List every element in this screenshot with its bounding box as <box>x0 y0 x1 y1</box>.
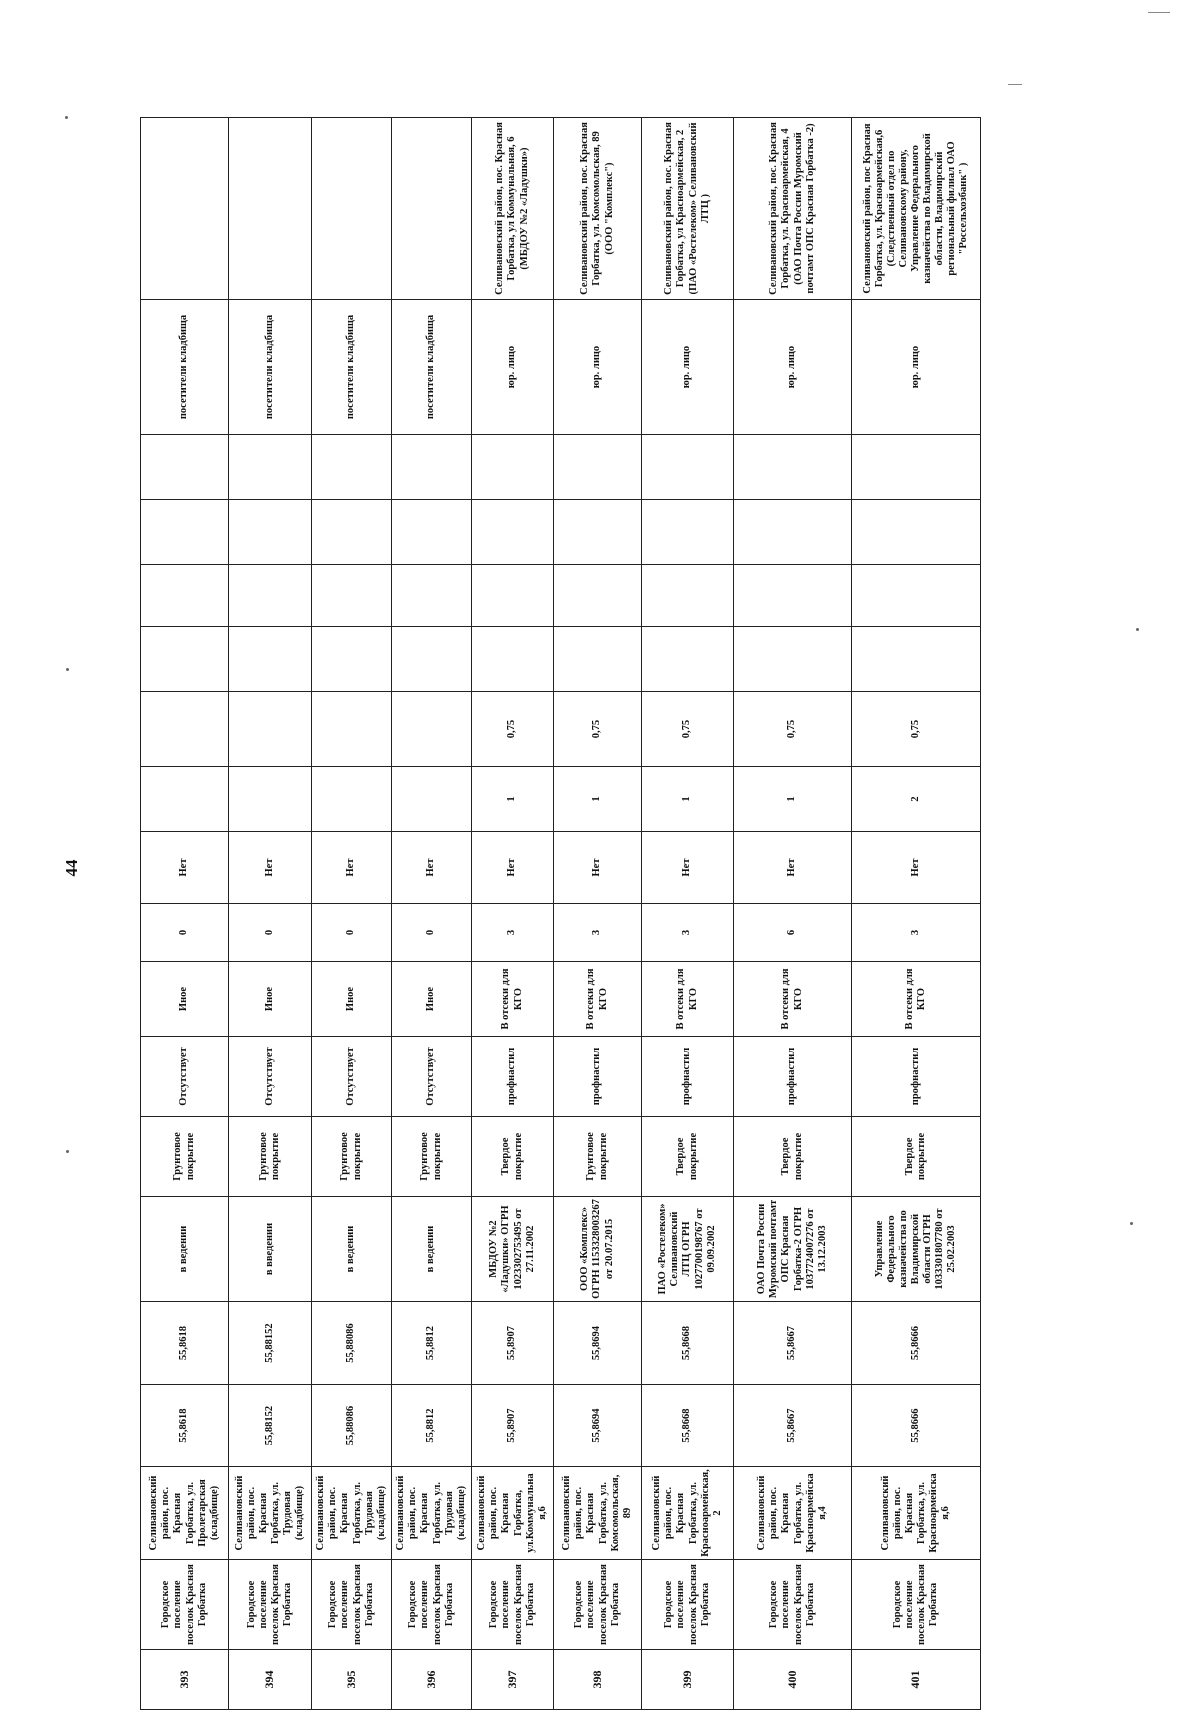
longitude-cell: 55,88152 <box>229 1302 312 1385</box>
container-volume-cell: 0,75 <box>472 692 554 767</box>
owner-cell: в введении <box>229 1197 312 1302</box>
base-cell: Иное <box>229 962 312 1037</box>
empty-cell <box>229 627 312 692</box>
empty-cell <box>392 500 472 565</box>
empty-cell <box>229 435 312 500</box>
longitude-cell: 55,8694 <box>554 1302 642 1385</box>
empty-cell <box>734 435 852 500</box>
latitude-cell: 55,8812 <box>392 1385 472 1467</box>
source-type-cell: юр. лицо <box>472 300 554 435</box>
longitude-cell: 55,8666 <box>852 1302 981 1385</box>
owner-cell: ОАО Почта России Муромский почтамт ОПС Красная Горбатка-2 ОГРН 1037724007276 от 13.12.2003 <box>734 1197 852 1302</box>
empty-cell <box>312 565 392 627</box>
container-count-cell: 1 <box>472 767 554 832</box>
volume-cell: 3 <box>642 904 734 962</box>
base-cell: Иное <box>312 962 392 1037</box>
settlement-cell: Городское поселение поселок Красная Горбатка <box>734 1560 852 1650</box>
address-cell: Селивановский район, пос. Красная Горбатка, ул. Комсомольская, 89 <box>554 1467 642 1560</box>
container-volume-cell <box>141 692 229 767</box>
container-volume-cell: 0,75 <box>554 692 642 767</box>
source-cell <box>312 118 392 300</box>
page-number: 44 <box>62 859 81 877</box>
volume-cell: 0 <box>392 904 472 962</box>
base-cell: В отсеки для КГО <box>554 962 642 1037</box>
fence-cell: профнастил <box>472 1037 554 1117</box>
empty-cell <box>392 435 472 500</box>
empty-cell <box>852 627 981 692</box>
row-number: 399 <box>642 1650 734 1710</box>
separate-collection-cell: Нет <box>141 832 229 904</box>
container-volume-cell <box>229 692 312 767</box>
table-row <box>642 118 734 1710</box>
source-cell: Селивановский район, пос. Красная Горбатка, ул Коммунальная, 6 (МБДОУ №2 «Ладушки») <box>472 118 554 300</box>
address-cell: Селивановский район, пос. Красная Горбатка, ул. Трудовая (кладбище) <box>392 1467 472 1560</box>
empty-cell <box>141 627 229 692</box>
source-cell: Селивановский район, пос. Красная Горбатка, ул Красноармейская, 2 (ПАО «Ростелеком» Селивановский ЛТЦ ) <box>642 118 734 300</box>
address-cell: Селивановский район, пос. Красная Горбатка, ул.Коммунальна я,6 <box>472 1467 554 1560</box>
settlement-cell: Городское поселение поселок Красная Горбатка <box>642 1560 734 1650</box>
address-cell: Селивановский район, пос. Красная Горбатка, ул. Красноармейска я,4 <box>734 1467 852 1560</box>
table-row <box>141 118 229 1710</box>
scan-speck <box>66 1150 69 1153</box>
container-volume-cell: 0,75 <box>852 692 981 767</box>
separate-collection-cell: Нет <box>229 832 312 904</box>
owner-cell: Управление Федерального казначейства по Владимирской области ОГРН 1033301807780 от 25.02.2003 <box>852 1197 981 1302</box>
base-cell: В отсеки для КГО <box>472 962 554 1037</box>
latitude-cell: 55,88086 <box>312 1385 392 1467</box>
address-cell: Селивановский район, пос. Красная Горбатка, ул. Трудовая (кладбище) <box>229 1467 312 1560</box>
source-type-cell: посетители кладбища <box>392 300 472 435</box>
empty-cell <box>312 500 392 565</box>
scan-speck <box>65 116 68 119</box>
separate-collection-cell: Нет <box>852 832 981 904</box>
surface-cell: Грунтовое покрытие <box>312 1117 392 1197</box>
surface-cell: Твердое покрытие <box>642 1117 734 1197</box>
row-number: 398 <box>554 1650 642 1710</box>
scan-speck <box>1136 628 1139 631</box>
row-number: 393 <box>141 1650 229 1710</box>
base-cell: В отсеки для КГО <box>734 962 852 1037</box>
row-number: 400 <box>734 1650 852 1710</box>
settlement-cell: Городское поселение поселок Красная Горбатка <box>554 1560 642 1650</box>
row-number: 394 <box>229 1650 312 1710</box>
surface-cell: Твердое покрытие <box>472 1117 554 1197</box>
empty-cell <box>141 500 229 565</box>
longitude-cell: 55,88086 <box>312 1302 392 1385</box>
volume-cell: 0 <box>312 904 392 962</box>
table-row <box>554 118 642 1710</box>
empty-cell <box>554 500 642 565</box>
container-volume-cell: 0,75 <box>734 692 852 767</box>
source-cell <box>229 118 312 300</box>
container-volume-cell <box>312 692 392 767</box>
source-cell: Селивановский район, пос. Красная Горбатка, ул. Красноармейская, 4 (ОАО Почта России Муромский почтамт ОПС Красная Горбатка -2) <box>734 118 852 300</box>
row-number: 397 <box>472 1650 554 1710</box>
source-type-cell: посетители кладбища <box>141 300 229 435</box>
fence-cell: Отсутствует <box>392 1037 472 1117</box>
empty-cell <box>392 565 472 627</box>
address-cell: Селивановский район, пос. Красная Горбатка, ул. Трудовая (кладбище) <box>312 1467 392 1560</box>
empty-cell <box>312 627 392 692</box>
volume-cell: 6 <box>734 904 852 962</box>
longitude-cell: 55,8667 <box>734 1302 852 1385</box>
source-cell: Селивановский район, пос. Красная Горбатка, ул. Комсомольская, 89 (ООО "Комплекс") <box>554 118 642 300</box>
owner-cell: в ведении <box>141 1197 229 1302</box>
empty-cell <box>472 500 554 565</box>
surface-cell: Твердое покрытие <box>734 1117 852 1197</box>
owner-cell: в ведении <box>312 1197 392 1302</box>
volume-cell: 3 <box>554 904 642 962</box>
latitude-cell: 55,8907 <box>472 1385 554 1467</box>
table-row <box>229 118 312 1710</box>
container-count-cell <box>312 767 392 832</box>
separate-collection-cell: Нет <box>472 832 554 904</box>
container-count-cell: 1 <box>734 767 852 832</box>
scan-mark <box>1008 84 1022 85</box>
empty-cell <box>312 435 392 500</box>
separate-collection-cell: Нет <box>554 832 642 904</box>
rotated-table-wrapper <box>140 118 970 1710</box>
surface-cell: Твердое покрытие <box>852 1117 981 1197</box>
row-number: 396 <box>392 1650 472 1710</box>
empty-cell <box>472 565 554 627</box>
empty-cell <box>554 627 642 692</box>
surface-cell: Грунтовое покрытие <box>229 1117 312 1197</box>
empty-cell <box>642 565 734 627</box>
surface-cell: Грунтовое покрытие <box>392 1117 472 1197</box>
settlement-cell: Городское поселение поселок Красная Горбатка <box>852 1560 981 1650</box>
volume-cell: 0 <box>141 904 229 962</box>
row-number: 395 <box>312 1650 392 1710</box>
table-row <box>852 118 981 1710</box>
source-cell <box>141 118 229 300</box>
owner-cell: ООО «Комплекс» ОГРН 1153328003267 от 20.07.2015 <box>554 1197 642 1302</box>
base-cell: Иное <box>392 962 472 1037</box>
surface-cell: Грунтовое покрытие <box>141 1117 229 1197</box>
empty-cell <box>852 435 981 500</box>
longitude-cell: 55,8812 <box>392 1302 472 1385</box>
empty-cell <box>642 627 734 692</box>
container-count-cell <box>392 767 472 832</box>
empty-cell <box>734 627 852 692</box>
empty-cell <box>554 435 642 500</box>
scan-speck <box>66 668 69 671</box>
fence-cell: профнастил <box>734 1037 852 1117</box>
empty-cell <box>852 565 981 627</box>
settlement-cell: Городское поселение поселок Красная Горбатка <box>141 1560 229 1650</box>
empty-cell <box>229 565 312 627</box>
settlement-cell: Городское поселение поселок Красная Горбатка <box>312 1560 392 1650</box>
empty-cell <box>141 435 229 500</box>
longitude-cell: 55,8668 <box>642 1302 734 1385</box>
empty-cell <box>472 435 554 500</box>
settlement-cell: Городское поселение поселок Красная Горбатка <box>392 1560 472 1650</box>
empty-cell <box>141 565 229 627</box>
base-cell: В отсеки для КГО <box>642 962 734 1037</box>
table-row <box>392 118 472 1710</box>
volume-cell: 3 <box>852 904 981 962</box>
separate-collection-cell: Нет <box>734 832 852 904</box>
table-row <box>312 118 392 1710</box>
empty-cell <box>734 500 852 565</box>
empty-cell <box>392 627 472 692</box>
source-type-cell: посетители кладбища <box>312 300 392 435</box>
empty-cell <box>734 565 852 627</box>
settlement-cell: Городское поселение поселок Красная Горбатка <box>472 1560 554 1650</box>
container-volume-cell <box>392 692 472 767</box>
separate-collection-cell: Нет <box>312 832 392 904</box>
source-cell: Селивановский район, пос Красная Горбатка, ул. Красноармейская,6 (Следственный отдел по Селивановскому району, Управление Федерального казначейства по Владимирской области, Владимирский региональный филиал ОАО "Россельхозбанк" ) <box>852 118 981 300</box>
registry-table <box>140 117 981 1710</box>
address-cell: Селивановский район, пос. Красная Горбатка, ул. Пролетарская (кладбище) <box>141 1467 229 1560</box>
source-type-cell: юр. лицо <box>852 300 981 435</box>
table-row <box>472 118 554 1710</box>
scan-mark <box>1148 12 1170 13</box>
empty-cell <box>642 500 734 565</box>
container-count-cell <box>229 767 312 832</box>
source-type-cell: юр. лицо <box>734 300 852 435</box>
source-type-cell: посетители кладбища <box>229 300 312 435</box>
scan-speck <box>1130 1222 1133 1225</box>
longitude-cell: 55,8907 <box>472 1302 554 1385</box>
latitude-cell: 55,8668 <box>642 1385 734 1467</box>
volume-cell: 0 <box>229 904 312 962</box>
fence-cell: профнастил <box>852 1037 981 1117</box>
address-cell: Селивановский район, пос. Красная Горбатка, ул. Красноармейская,2 <box>642 1467 734 1560</box>
empty-cell <box>472 627 554 692</box>
owner-cell: ПАО «Ростелеком» Селивановский ЛТЦ ОГРН 1027700198767 от 09.09.2002 <box>642 1197 734 1302</box>
fence-cell: Отсутствует <box>312 1037 392 1117</box>
fence-cell: профнастил <box>554 1037 642 1117</box>
empty-cell <box>554 565 642 627</box>
base-cell: В отсеки для КГО <box>852 962 981 1037</box>
base-cell: Иное <box>141 962 229 1037</box>
settlement-cell: Городское поселение поселок Красная Горбатка <box>229 1560 312 1650</box>
table-row <box>734 118 852 1710</box>
surface-cell: Грунтовое покрытие <box>554 1117 642 1197</box>
owner-cell: МБДОУ №2 «Ладушки» ОГРН 1023302753495 от 27.11.2002 <box>472 1197 554 1302</box>
separate-collection-cell: Нет <box>642 832 734 904</box>
container-count-cell: 2 <box>852 767 981 832</box>
container-volume-cell: 0,75 <box>642 692 734 767</box>
source-type-cell: юр. лицо <box>554 300 642 435</box>
source-cell <box>392 118 472 300</box>
empty-cell <box>852 500 981 565</box>
latitude-cell: 55,8694 <box>554 1385 642 1467</box>
container-count-cell: 1 <box>642 767 734 832</box>
fence-cell: Отсутствует <box>229 1037 312 1117</box>
source-type-cell: юр. лицо <box>642 300 734 435</box>
latitude-cell: 55,88152 <box>229 1385 312 1467</box>
container-count-cell <box>141 767 229 832</box>
fence-cell: профнастил <box>642 1037 734 1117</box>
owner-cell: в ведении <box>392 1197 472 1302</box>
container-count-cell: 1 <box>554 767 642 832</box>
fence-cell: Отсутствует <box>141 1037 229 1117</box>
row-number: 401 <box>852 1650 981 1710</box>
empty-cell <box>229 500 312 565</box>
longitude-cell: 55,8618 <box>141 1302 229 1385</box>
address-cell: Селивановский район, пос. Красная Горбатка, ул. Красноармейска я,6 <box>852 1467 981 1560</box>
volume-cell: 3 <box>472 904 554 962</box>
latitude-cell: 55,8666 <box>852 1385 981 1467</box>
empty-cell <box>642 435 734 500</box>
latitude-cell: 55,8667 <box>734 1385 852 1467</box>
latitude-cell: 55,8618 <box>141 1385 229 1467</box>
separate-collection-cell: Нет <box>392 832 472 904</box>
